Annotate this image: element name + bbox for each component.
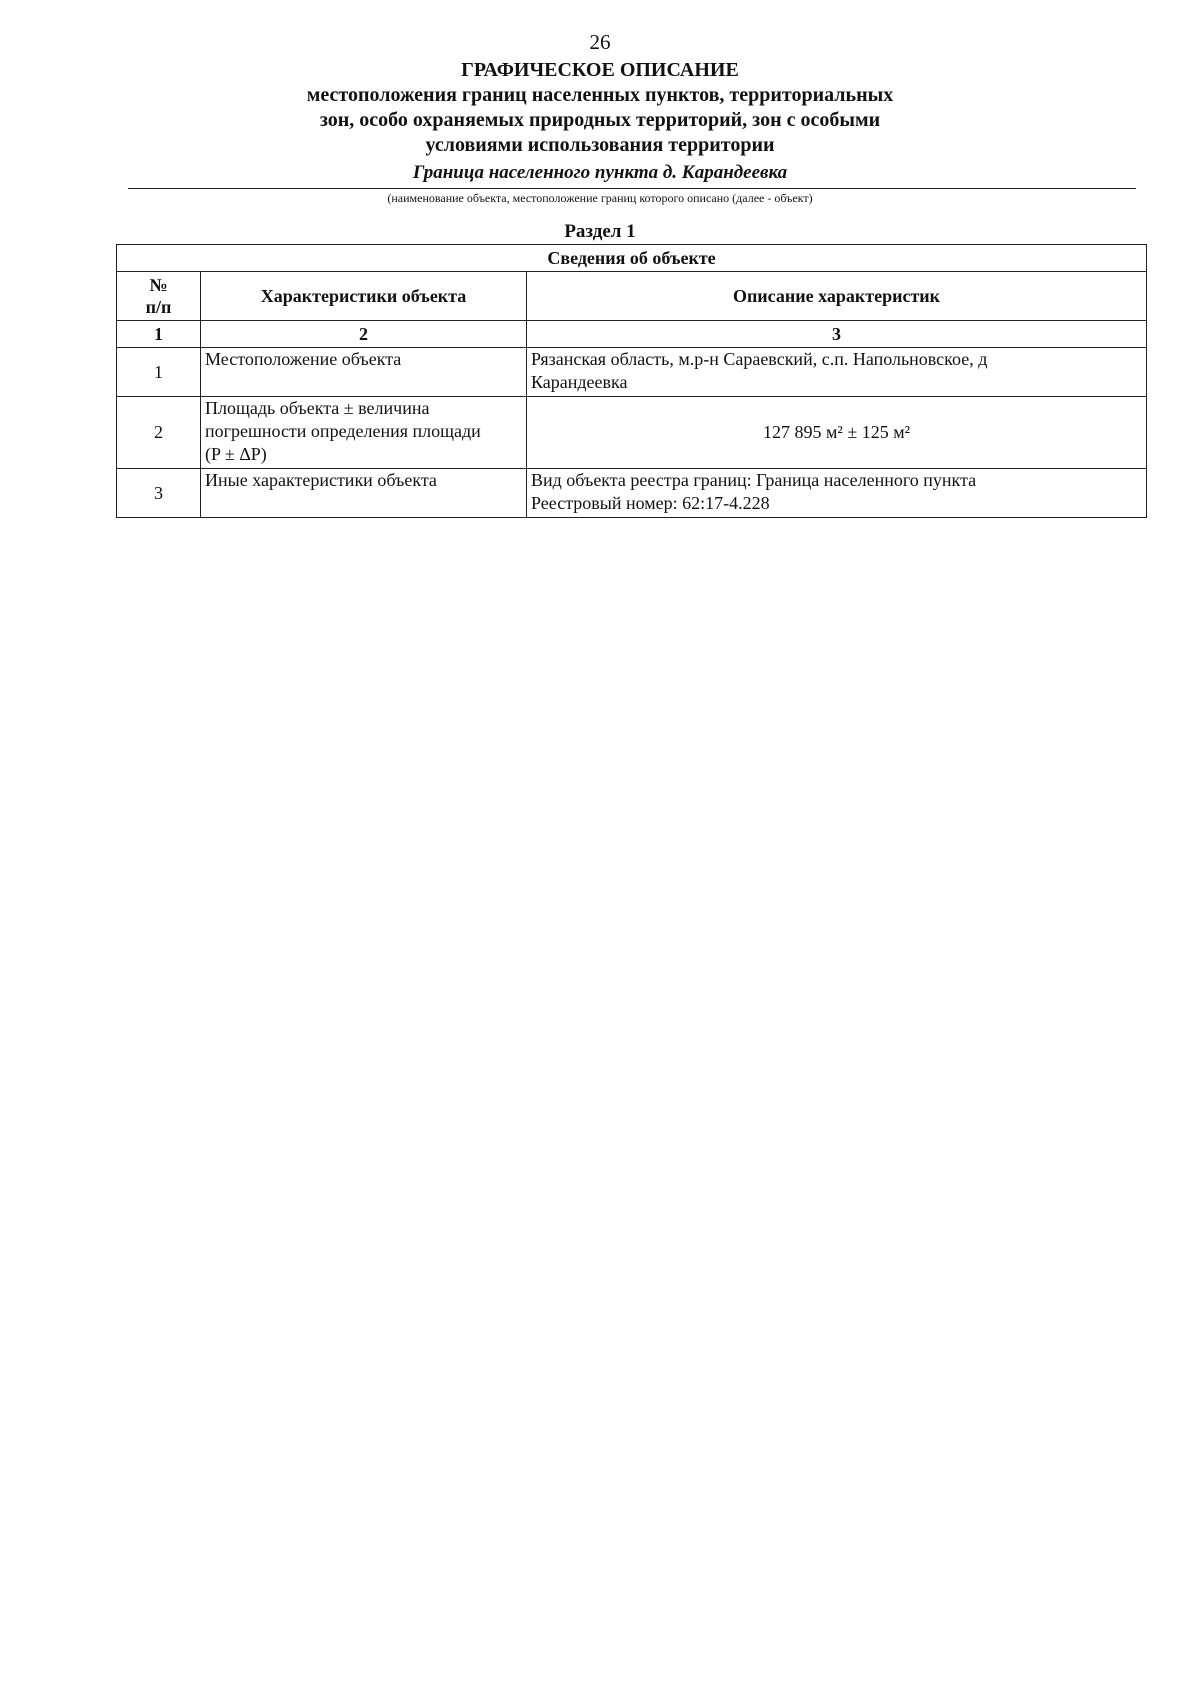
column-header-num xyxy=(117,272,201,321)
cell-line: Карандеевка xyxy=(531,372,628,392)
row-description xyxy=(527,397,1147,469)
column-number: 3 xyxy=(527,321,1147,348)
cell-line: Вид объекта реестра границ: Граница населенного пункта xyxy=(531,470,977,490)
document-title: ГРАФИЧЕСКОЕ ОПИСАНИЕ xyxy=(461,59,739,81)
object-name-underline xyxy=(128,188,1136,189)
table-row xyxy=(117,348,1147,397)
row-description xyxy=(527,348,1147,397)
table-header-row xyxy=(117,272,1147,321)
column-number: 1 xyxy=(117,321,201,348)
subtitle-line: зон, особо охраняемых природных территорий, зон с особыми xyxy=(319,109,881,131)
table-caption: Сведения об объекте xyxy=(117,245,1147,272)
column-header-characteristic: Характеристики объекта xyxy=(201,272,527,321)
table-caption-row xyxy=(117,245,1147,272)
row-description xyxy=(527,469,1147,518)
row-characteristic xyxy=(201,469,527,518)
subtitle-line: условиями использования территории xyxy=(425,134,775,156)
object-info-table xyxy=(116,244,1147,518)
cell-line: Иные характеристики объекта xyxy=(205,470,437,490)
column-header-num-line: № xyxy=(149,275,168,295)
row-characteristic xyxy=(201,348,527,397)
column-number-row xyxy=(117,321,1147,348)
table-row xyxy=(117,397,1147,469)
column-header-num-line: п/п xyxy=(145,297,172,317)
cell-line: Рязанская область, м.р-н Сараевский, с.п. Напольновское, д xyxy=(531,349,988,369)
document-subtitle xyxy=(0,83,1200,158)
cell-line: Реестровый номер: 62:17-4.228 xyxy=(531,493,770,513)
row-number: 3 xyxy=(117,469,201,518)
subtitle-line: местоположения границ населенных пунктов, территориальных xyxy=(306,84,894,106)
column-header-description: Описание характеристик xyxy=(527,272,1147,321)
object-name-caption: (наименование объекта, местоположение границ которого описано (далее - объект) xyxy=(387,191,813,205)
row-number: 2 xyxy=(117,397,201,469)
cell-line: Площадь объекта ± величина xyxy=(205,398,430,418)
section-title: Раздел 1 xyxy=(564,221,636,242)
table-row xyxy=(117,469,1147,518)
area-value: 127 895 м² ± 125 м² xyxy=(763,422,910,442)
column-number: 2 xyxy=(201,321,527,348)
cell-line: Местоположение объекта xyxy=(205,349,402,369)
object-name: Граница населенного пункта д. Карандеевка xyxy=(412,162,788,183)
row-number: 1 xyxy=(117,348,201,397)
cell-line: погрешности определения площади xyxy=(205,421,481,441)
cell-line: (P ± ΔP) xyxy=(205,444,267,464)
row-characteristic xyxy=(201,397,527,469)
page-number: 26 xyxy=(589,30,611,54)
